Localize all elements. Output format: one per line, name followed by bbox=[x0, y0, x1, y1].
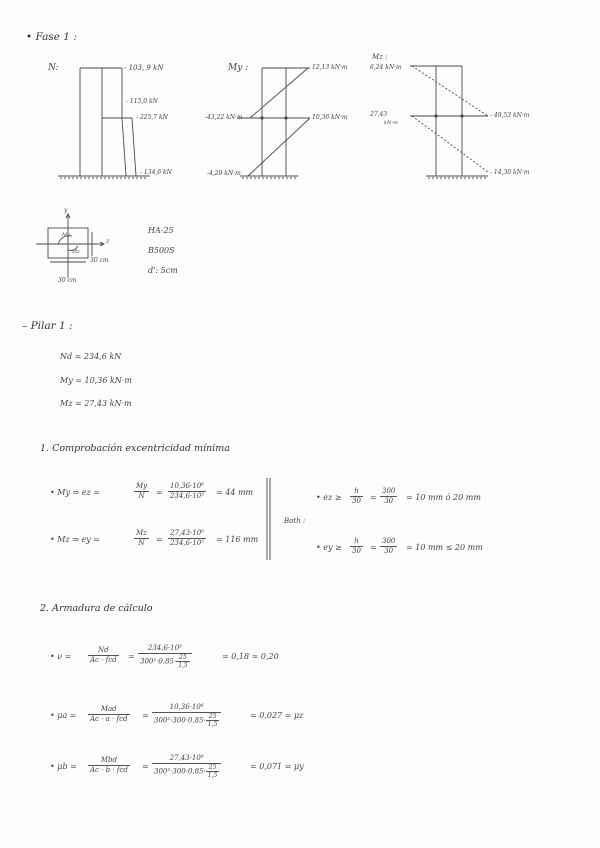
step1-ez-frac2-den: 30 bbox=[384, 497, 394, 505]
step2-mua-result: = 0,027 = μz bbox=[250, 711, 304, 720]
diagram-mz-mid-left-value: 27,43 bbox=[370, 111, 388, 118]
step2-nu-inner-den: 1,5 bbox=[178, 662, 188, 669]
step2-mua-frac2 bbox=[152, 703, 221, 728]
step2-mua-inner-frac bbox=[206, 713, 220, 728]
step1-ez-frac-num: h bbox=[350, 487, 363, 497]
step2-nu-prefix: • ν = bbox=[50, 652, 72, 661]
step1-my-frac2 bbox=[168, 482, 206, 501]
step1-mz-frac2 bbox=[168, 529, 206, 548]
section-pilar-title: – Pilar 1 : bbox=[22, 320, 73, 332]
step2-mub-eq: = bbox=[142, 762, 149, 771]
step2-mua-eq: = bbox=[142, 711, 149, 720]
step2-mub-den-text: 300²·300·0,85· bbox=[154, 767, 206, 776]
diagram-mz-drawing bbox=[410, 66, 488, 178]
step1-ey-frac-den: 30 bbox=[352, 547, 361, 555]
step2-mub-inner-den: 1,5 bbox=[207, 772, 218, 779]
step2-nu-frac-num: Nd bbox=[88, 646, 119, 656]
diagram-n-top-value: - 103, 9 kN bbox=[124, 64, 164, 72]
step2-mub-frac2-num: 27,43·10⁶ bbox=[152, 754, 221, 764]
step2-mua-frac bbox=[88, 705, 130, 724]
diagram-n-mid-value: - 115,0 kN bbox=[126, 98, 158, 105]
diagram-mz-bottom-value: - 14,30 kN·m bbox=[490, 169, 530, 176]
step2-mub-inner-num: 25 bbox=[206, 764, 220, 772]
step2-mua-frac-num: Mad bbox=[88, 705, 130, 715]
step2-mua-frac2-num: 10,36·10⁶ bbox=[152, 703, 221, 713]
section-label-my: My bbox=[62, 232, 70, 238]
step2-mub-frac-den: Ac · b · fcd bbox=[90, 766, 128, 774]
step1-ez-prefix: • ez ≥ bbox=[316, 493, 342, 502]
diagram-my-mid-left-value: -43,22 kN·m bbox=[205, 114, 243, 121]
step2-mub-frac2 bbox=[152, 754, 221, 779]
step1-mz-frac1-num: Mz bbox=[136, 529, 147, 537]
diagram-mz-mid-right-value: - 49,53 kN·m bbox=[490, 112, 530, 119]
diagram-mz-mid-left-unit: kN·m bbox=[384, 120, 398, 126]
load-nd: Nd = 234,6 kN bbox=[60, 352, 122, 361]
step1-ez-result: = 10 mm ó 20 mm bbox=[406, 493, 481, 502]
step1-my-frac1 bbox=[134, 482, 149, 501]
step1-ey-frac2-num: 300 bbox=[382, 537, 396, 545]
step2-mub-inner-frac bbox=[206, 764, 220, 779]
step2-nu-result: = 0,18 ≈ 0,20 bbox=[222, 652, 279, 661]
step2-nu-frac bbox=[88, 646, 119, 665]
material-steel: B500S bbox=[148, 246, 175, 255]
section-fase-title: • Fase 1 : bbox=[26, 31, 77, 43]
diagram-my-mid-right-value: 10,36 kN·m bbox=[312, 114, 348, 121]
step2-nu-den-text: 300²·0,85· bbox=[140, 657, 177, 666]
load-mz: Mz = 27,43 kN·m bbox=[60, 399, 132, 408]
step2-mub-frac2-den bbox=[152, 764, 221, 779]
step1-ey-frac2-den: 30 bbox=[384, 547, 394, 555]
step1-ey-result: = 10 mm ≤ 20 mm bbox=[406, 543, 483, 552]
step1-ey-frac-num: h bbox=[350, 537, 363, 547]
step2-mua-frac-den: Ac · a · fcd bbox=[90, 715, 128, 723]
step1-mz-frac1-den: N bbox=[138, 539, 145, 547]
step1-ez-frac-den: 30 bbox=[352, 497, 361, 505]
diagram-mz-label: Mz : bbox=[372, 53, 388, 61]
step1-my-frac1-den: N bbox=[138, 492, 145, 500]
step2-mub-prefix: • μb = bbox=[50, 762, 77, 771]
step2-mua-den-text: 300²·300·0,85· bbox=[154, 716, 206, 725]
section-dim-h: 30 cm bbox=[90, 257, 109, 264]
step1-mz-prefix: • Mz ⇒ ey = bbox=[50, 535, 100, 544]
step2-mua-inner-num: 25 bbox=[206, 713, 220, 721]
section-axis-z: z bbox=[106, 238, 110, 245]
diagram-mz-top-value: 6,24 kN·m bbox=[370, 64, 402, 71]
diagram-my-drawing bbox=[238, 68, 310, 178]
material-concrete: HA-25 bbox=[148, 226, 174, 235]
step1-ey-prefix: • ey ≥ bbox=[316, 543, 342, 552]
step1-my-frac2-num: 10,36·10⁶ bbox=[170, 482, 204, 490]
step1-ez-frac bbox=[350, 487, 363, 506]
step1-both-label: Both : bbox=[284, 517, 306, 525]
step2-nu-inner-num: 25 bbox=[176, 654, 190, 662]
step1-ey-frac bbox=[350, 537, 363, 556]
load-my: My = 10,36 kN·m bbox=[60, 376, 132, 385]
step2-nu-frac-den: Ac · fcd bbox=[90, 656, 117, 664]
step1-my-frac2-den: 234,6·10³ bbox=[170, 492, 204, 500]
step1-mz-eq: = bbox=[156, 535, 163, 544]
step1-ez-frac2 bbox=[380, 487, 397, 506]
step1-mz-frac2-den: 234,6·10³ bbox=[170, 539, 204, 547]
step1-my-result: = 44 mm bbox=[216, 488, 254, 497]
step2-title: 2. Armadura de cálculo bbox=[40, 603, 153, 614]
diagram-n-drawing bbox=[58, 68, 150, 178]
section-sketch-drawing bbox=[36, 214, 104, 278]
step1-mz-result: = 116 mm bbox=[216, 535, 259, 544]
diagram-n-label: N: bbox=[48, 63, 59, 73]
step1-ey-frac2 bbox=[380, 537, 397, 556]
step1-ey-eq: = bbox=[370, 543, 377, 552]
step2-nu-inner-frac bbox=[176, 654, 190, 669]
section-axis-y: y bbox=[64, 207, 68, 214]
diagram-my-top-value: 12,13 kN·m bbox=[312, 64, 348, 71]
step2-mub-result: = 0,071 = μy bbox=[250, 762, 304, 771]
diagram-n-mid2-value: - 225,7 kN bbox=[136, 114, 168, 121]
diagram-n-bottom-value: - 134,6 kN bbox=[140, 169, 172, 176]
step2-nu-frac2 bbox=[138, 644, 192, 669]
cover-value: d': 5cm bbox=[148, 266, 178, 275]
step2-mub-frac bbox=[88, 756, 130, 775]
step1-my-eq: = bbox=[156, 488, 163, 497]
step1-ez-frac2-num: 300 bbox=[382, 487, 396, 495]
step2-mua-frac2-den bbox=[152, 713, 221, 728]
step2-mua-prefix: • μa = bbox=[50, 711, 77, 720]
step1-my-frac1-num: My bbox=[136, 482, 148, 490]
step2-nu-frac2-num: 234,6·10³ bbox=[138, 644, 192, 654]
section-label-mz: Mz bbox=[72, 249, 80, 255]
step2-nu-eq: = bbox=[128, 652, 135, 661]
step2-mua-inner-den: 1,5 bbox=[207, 721, 218, 728]
section-dim-b: 30 cm bbox=[58, 277, 77, 284]
step2-mub-frac-num: Mbd bbox=[88, 756, 130, 766]
step2-nu-frac2-den bbox=[138, 654, 192, 669]
diagram-my-label: My : bbox=[228, 63, 249, 73]
step1-title: 1. Comprobación excentricidad mínima bbox=[40, 443, 230, 454]
step1-mz-frac1 bbox=[134, 529, 149, 548]
diagram-my-bottom-value: -4,29 kN·m bbox=[207, 170, 241, 177]
step1-mz-frac2-num: 27,43·10⁶ bbox=[170, 529, 204, 537]
step1-my-prefix: • My ⇒ ez = bbox=[50, 488, 100, 497]
step1-ez-eq: = bbox=[370, 493, 377, 502]
